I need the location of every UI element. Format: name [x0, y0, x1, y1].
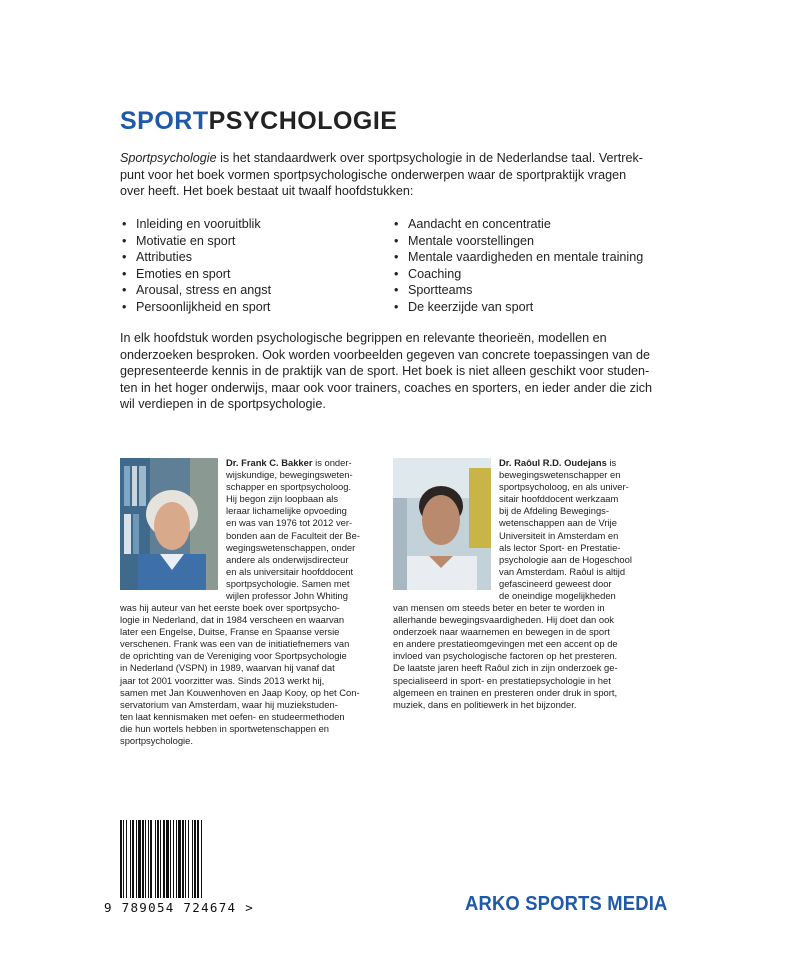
chapter-item: • Mentale vaardigheden en mentale training — [392, 249, 643, 266]
chapter-item: • Aandacht en concentratie — [392, 216, 643, 233]
chapter-list-right — [392, 216, 643, 315]
bio-line: was hij auteur van het eerste boek over sportpsycho- — [120, 602, 340, 613]
author-photo-bakker — [120, 458, 218, 590]
bio-line: de oprichting van de Vereniging voor Sportpsychologie — [120, 650, 347, 662]
bio-line: sitair hoofddocent werkzaam — [499, 493, 619, 505]
book-title-italic: Sportpsychologie — [120, 151, 217, 165]
intro-line-1: is het standaardwerk over sportpsychologie in de Nederlandse taal. Vertrek- — [216, 151, 643, 165]
bio-line: die hun wortels hebben in sportwetenschappen en — [120, 722, 330, 734]
author-bio-bakker-bottom — [120, 602, 376, 747]
author-bio-oudejans-top — [499, 457, 649, 602]
bio-line: invloed van psychologische factoren op het presteren. — [393, 650, 618, 662]
intro-line-3: over heeft. Het boek bestaat uit twaalf hoofdstukken: — [120, 184, 414, 198]
intro-line-2: punt voor het boek vormen sportpsychologische onderwerpen waar de sportpraktijk vragen — [120, 167, 627, 182]
bio-line: andere als onderwijsdirecteur — [226, 553, 349, 565]
bio-line: De laatste jaren heeft Raôul zich in zijn onderzoek ge- — [393, 662, 618, 674]
isbn-number: 9 789054 724674 > — [104, 900, 255, 915]
bio-line: is onder- — [312, 457, 352, 468]
bio-line: samen met Jan Kouwenhoven en Jaap Kooy, op het Con- — [120, 686, 360, 698]
bio-line: de oneindige mogelijkheden — [499, 590, 616, 602]
chapter-item: • Persoonlijkheid en sport — [120, 299, 271, 316]
title-sport: SPORT — [120, 107, 209, 135]
bio-line: sportpsychologie. Samen met — [226, 577, 350, 589]
chapter-item: • Motivatie en sport — [120, 233, 271, 250]
paragraph-line: gepresenteerde kennis in de praktijk van de sport. Het boek is niet alleen geschikt voor studen- — [120, 364, 650, 378]
bio-line: psychologie aan de Hogeschool — [499, 553, 632, 565]
bio-line: wegingswetenschappen, onder — [226, 541, 356, 553]
bio-line: in Nederland (VSPN) in 1989, waarvan hij vanaf dat — [120, 662, 335, 674]
author-photo-oudejans — [393, 458, 491, 590]
bio-line: is — [606, 457, 617, 468]
page-title — [120, 106, 398, 136]
chapter-item: • Mentale voorstellingen — [392, 233, 643, 250]
bio-line: wijskundige, bewegingsweten- — [226, 469, 353, 481]
paragraph-line: wil verdiepen in de sportpsychologie. — [120, 397, 326, 411]
chapter-item: • Arousal, stress en angst — [120, 282, 271, 299]
bio-line: later een Engelse, Duitse, Franse en Spaanse versie — [120, 626, 340, 638]
bio-line: servatorium van Amsterdam, waar hij muziekstuden- — [120, 698, 338, 710]
bio-line: bewegingswetenschapper en — [499, 469, 621, 481]
bio-line: sportpsycholoog, en als univer- — [499, 481, 629, 493]
chapter-item: • Attributies — [120, 249, 271, 266]
bio-line: onderzoek naar waarnemen en bewegen in de sport — [393, 626, 610, 638]
bio-line: muziek, dans en politiewerk in het bijzonder. — [393, 698, 577, 710]
bio-line: leraar lichamelijke opvoeding — [226, 505, 347, 517]
bio-line: schapper en sportpsycholoog. — [226, 481, 352, 493]
chapter-item: • De keerzijde van sport — [392, 299, 643, 316]
bio-line: als lector Sport- en Prestatie- — [499, 541, 621, 553]
paragraph-line: onderzoeken besproken. Ook worden voorbeelden gegeven van concrete toepassingen van de — [120, 347, 651, 362]
bio-line: en als universitair hoofddocent — [226, 565, 354, 577]
barcode-icon — [118, 820, 250, 900]
author-bio-oudejans-bottom — [393, 602, 651, 711]
author-bio-bakker-top — [226, 457, 374, 602]
bio-line: sportpsychologie. — [120, 735, 193, 747]
chapter-item: • Inleiding en vooruitblik — [120, 216, 271, 233]
author-name-oudejans: Dr. Raôul R.D. Oudejans — [499, 457, 607, 468]
bio-line: Universiteit in Amsterdam en — [499, 529, 619, 541]
paragraph-line: In elk hoofdstuk worden psychologische begrippen en relevante theorieën, modellen en — [120, 331, 607, 345]
title-psychologie: PSYCHOLOGIE — [208, 107, 398, 135]
bio-line: wetenschappen aan de Vrije — [499, 517, 617, 529]
bio-line: logie in Nederland, dat in 1984 verscheen en waarvan — [120, 614, 345, 626]
chapter-item: • Coaching — [392, 266, 643, 283]
bio-line: bonden aan de Faculteit der Be- — [226, 529, 360, 541]
bio-line: gefascineerd geweest door — [499, 577, 612, 589]
bio-line: verschenen. Frank was een van de initiatiefnemers van — [120, 638, 350, 650]
paragraph-line: ten in het hoger onderwijs, maar ook voor trainers, coaches en sporters, en ieder ander die zich — [120, 380, 653, 395]
chapter-item: • Sportteams — [392, 282, 643, 299]
bio-line: bij de Afdeling Bewegings- — [499, 505, 609, 517]
chapter-item: • Emoties en sport — [120, 266, 271, 283]
description-paragraph — [120, 330, 680, 413]
bio-line: en was van 1976 tot 2012 ver- — [226, 517, 353, 529]
bio-line: algemeen en trainen en presteren onder druk in sport, — [393, 686, 618, 698]
bio-line: van mensen om steeds beter en beter te worden in — [393, 602, 605, 613]
bio-line: jaar tot 2001 voorzitter was. Sinds 2013 werkt hij, — [120, 674, 325, 686]
bio-line: wijlen professor John Whiting — [226, 590, 348, 602]
bio-line: van Amsterdam. Raôul is altijd — [499, 565, 626, 577]
bio-line: specialiseerd in sport- en prestatiepsychologie in het — [393, 674, 611, 686]
bio-line: en andere prestatieomgevingen met een accent op de — [393, 638, 618, 650]
chapter-list-left — [120, 216, 271, 315]
intro-paragraph — [120, 150, 680, 200]
publisher-logo: ARKO SPORTS MEDIA — [465, 893, 668, 915]
bio-line: allerhande bewegingsvaardigheden. Hij doet dan ook — [393, 614, 614, 626]
bio-line: Hij begon zijn loopbaan als — [226, 493, 339, 505]
bio-line: ten laat kennismaken met oefen- en studeermethoden — [120, 710, 345, 722]
author-name-bakker: Dr. Frank C. Bakker — [226, 457, 313, 468]
